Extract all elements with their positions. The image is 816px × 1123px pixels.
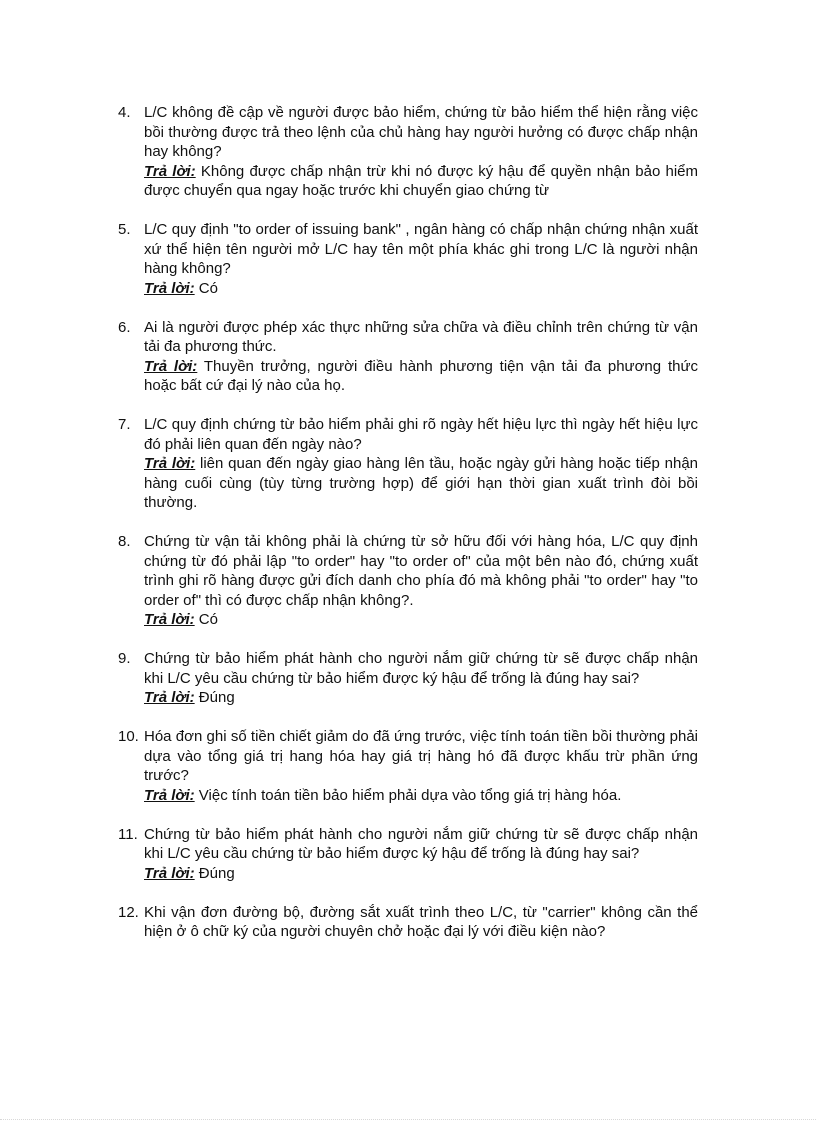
question-text: Hóa đơn ghi số tiền chiết giảm do đã ứng trước, việc tính toán tiền bồi thường phải dựa vào tổng giá trị hang hóa hay giá trị hàng hó đã được khấu trừ phần ứng trước? [144, 728, 698, 784]
spacer [118, 708, 698, 728]
qa-item-7 [118, 415, 698, 513]
spacer [118, 513, 698, 533]
spacer [118, 298, 698, 318]
answer-line [144, 357, 698, 396]
item-number: 8. [118, 533, 131, 550]
answer-label: Trả lời: [144, 611, 195, 628]
answer-text: Không được chấp nhận trừ khi nó được ký hậu để quyền nhận bảo hiểm được chuyển qua ngay hoặc trước khi chuyển giao chứng từ [144, 162, 699, 199]
answer-text: Đúng [194, 864, 235, 882]
item-number: 9. [118, 650, 131, 667]
qa-item-5 [118, 220, 698, 298]
answer-label: Trả lời: [144, 357, 198, 375]
answer-text: Việc tính toán tiền bảo hiểm phải dựa vào tổng giá trị hàng hóa. [194, 786, 622, 804]
spacer [118, 805, 698, 825]
item-number: 10. [118, 728, 139, 745]
answer-line [144, 454, 698, 513]
answer-line [144, 279, 698, 299]
qa-item-6 [118, 318, 698, 396]
spacer [118, 630, 698, 650]
qa-item-8 [118, 532, 698, 630]
question-text: Ai là người được phép xác thực những sửa chữa và điều chỉnh trên chứng từ vận tải đa phương thức. [144, 318, 698, 355]
question-text: Chứng từ bảo hiểm phát hành cho người nắm giữ chứng từ sẽ được chấp nhận khi L/C yêu cầu chứng từ bảo hiểm được ký hậu để trống là đúng hay sai? [144, 650, 698, 687]
answer-line [144, 610, 698, 630]
answer-text: Thuyền trưởng, người điều hành phương tiện vận tải đa phương thức hoặc bất cứ đại lý nào của họ. [144, 357, 699, 394]
item-number: 5. [118, 221, 131, 238]
answer-label: Trả lời: [144, 786, 195, 804]
question-text: Khi vận đơn đường bộ, đường sắt xuất trình theo L/C, từ "carrier" không cần thể hiện ở ô chữ ký của người chuyên chở hoặc đại lý với điều kiện nào? [144, 903, 698, 940]
question-text: L/C không đề cập về người được bảo hiểm, chứng từ bảo hiểm thể hiện rằng việc bồi thường được trả theo lệnh của chủ hàng hay người hưởng có được chấp nhận hay không? [144, 104, 698, 160]
answer-text: Đúng [194, 689, 235, 706]
answer-label: Trả lời: [144, 864, 195, 882]
answer-text: liên quan đến ngày giao hàng lên tầu, hoặc ngày gửi hàng hoặc tiếp nhận hàng cuối cùng (tùy từng trường hợp) để giới hạn thời gian xuất trình đòi bồi thường. [144, 455, 698, 511]
answer-line [144, 864, 698, 884]
qa-item-10 [118, 727, 698, 805]
spacer [118, 396, 698, 416]
answer-label: Trả lời: [144, 689, 195, 706]
page-bottom-rule [0, 1119, 816, 1120]
answer-text: Có [194, 279, 218, 297]
spacer [118, 201, 698, 221]
item-number: 4. [118, 104, 131, 121]
answer-line [144, 786, 698, 806]
qa-item-4 [118, 103, 698, 201]
item-number: 12. [118, 903, 139, 921]
item-number: 11. [118, 825, 138, 843]
answer-label: Trả lời: [144, 162, 196, 180]
answer-line [144, 162, 698, 201]
answer-text: Có [194, 611, 218, 628]
question-text: L/C quy định chứng từ bảo hiểm phải ghi rõ ngày hết hiệu lực thì ngày hết hiệu lực đó phải liên quan đến ngày nào? [144, 416, 698, 453]
answer-line [144, 688, 698, 708]
answer-label: Trả lời: [144, 279, 195, 297]
qa-item-11 [118, 825, 698, 884]
question-text: Chứng từ vận tải không phải là chứng từ sở hữu đối với hàng hóa, L/C quy định chứng từ đó phải lập "to order" hay "to order of" của một bên nào đó, chứng xuất trình ghi rõ hàng được gửi đích danh cho phía đó mà không phải "to order" hay "to order of" thì có được chấp nhận không?. [144, 533, 698, 609]
question-text: Chứng từ bảo hiểm phát hành cho người nắm giữ chứng từ sẽ được chấp nhận khi L/C yêu cầu chứng từ bảo hiểm được ký hậu để trống là đúng hay sai? [144, 825, 698, 862]
qa-item-9 [118, 649, 698, 708]
qa-list [118, 103, 698, 942]
qa-item-12 [118, 903, 698, 942]
question-text: L/C quy định "to order of issuing bank" , ngân hàng có chấp nhận chứng nhận xuất xứ thể hiện tên người mở L/C hay tên một phía khác ghi trong L/C là người nhận hàng không? [144, 221, 698, 277]
item-number: 6. [118, 318, 131, 336]
item-number: 7. [118, 416, 131, 433]
spacer [118, 883, 698, 903]
answer-label: Trả lời: [144, 455, 196, 472]
